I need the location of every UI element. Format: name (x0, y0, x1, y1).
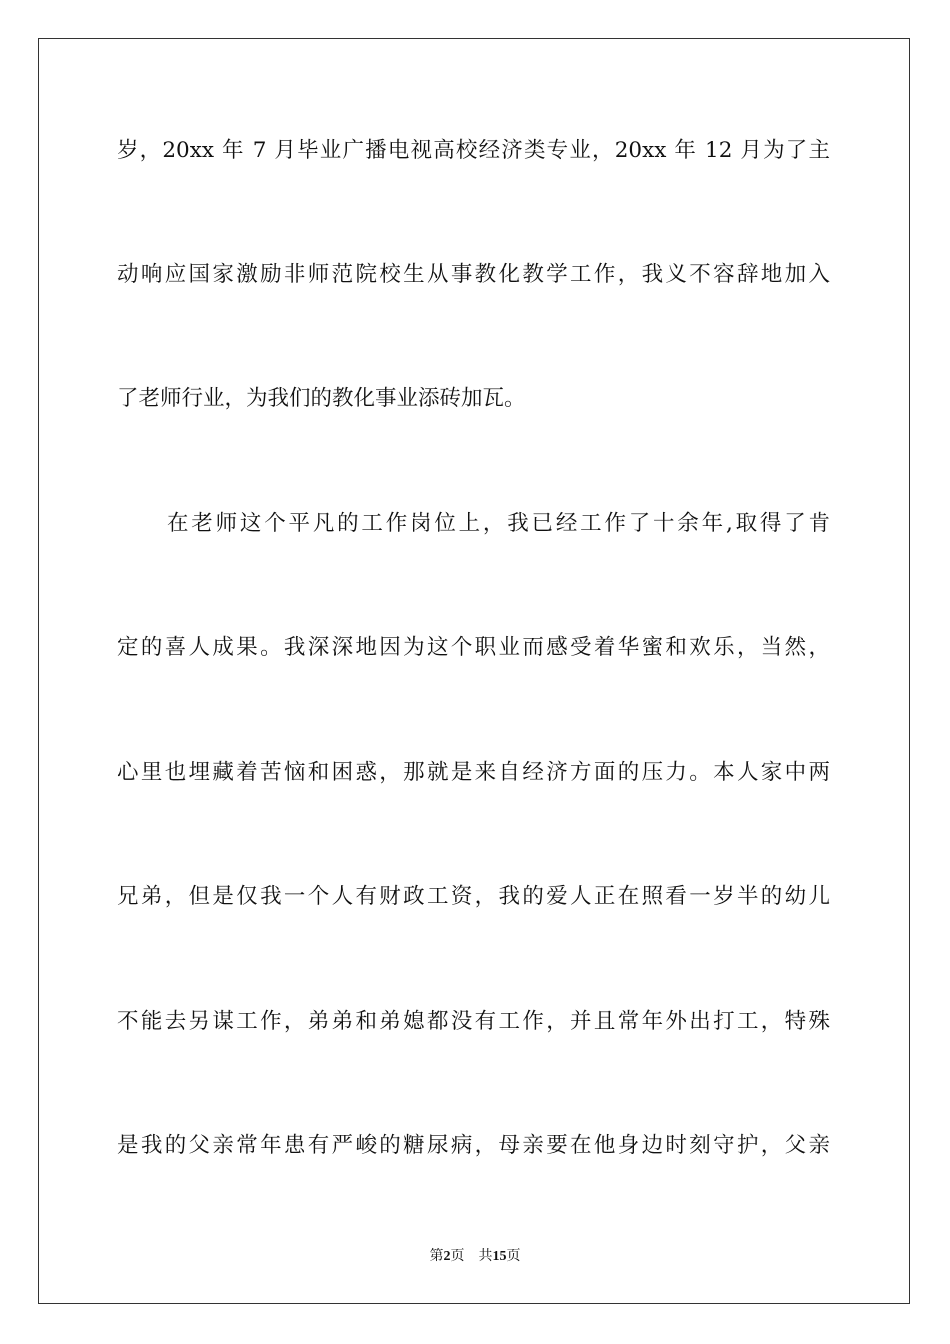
body-text-line: 定的喜人成果。我深深地因为这个职业而感受着华蜜和欢乐，当然， (117, 635, 830, 660)
page-prefix: 第 (429, 1248, 444, 1264)
total-suffix: 页 (506, 1248, 521, 1264)
total-page-count: 15 (492, 1249, 507, 1264)
current-page-number: 2 (443, 1249, 451, 1264)
body-text-line: 了老师行业，为我们的教化事业添砖加瓦。 (117, 386, 526, 411)
body-text-line: 兄弟，但是仅我一个人有财政工资，我的爱人正在照看一岁半的幼儿 (117, 884, 830, 909)
page-suffix: 页 (450, 1248, 465, 1264)
page-footer (0, 1246, 950, 1267)
paragraph-first-line: 在老师这个平凡的工作岗位上，我已经工作了十余年,取得了肯 (167, 511, 830, 536)
total-prefix: 共 (478, 1248, 493, 1264)
body-text-line: 不能去另谋工作，弟弟和弟媳都没有工作，并且常年外出打工，特殊 (117, 1009, 830, 1034)
body-text-line: 心里也埋藏着苦恼和困惑，那就是来自经济方面的压力。本人家中两 (117, 760, 830, 785)
body-text-line: 动响应国家激励非师范院校生从事教化教学工作，我义不容辞地加入 (117, 262, 830, 287)
body-text-line: 岁，20xx 年 7 月毕业广播电视高校经济类专业，20xx 年 12 月为了主 (117, 138, 830, 163)
page-border (38, 38, 910, 1304)
body-text-line: 是我的父亲常年患有严峻的糖尿病，母亲要在他身边时刻守护，父亲 (117, 1133, 830, 1158)
